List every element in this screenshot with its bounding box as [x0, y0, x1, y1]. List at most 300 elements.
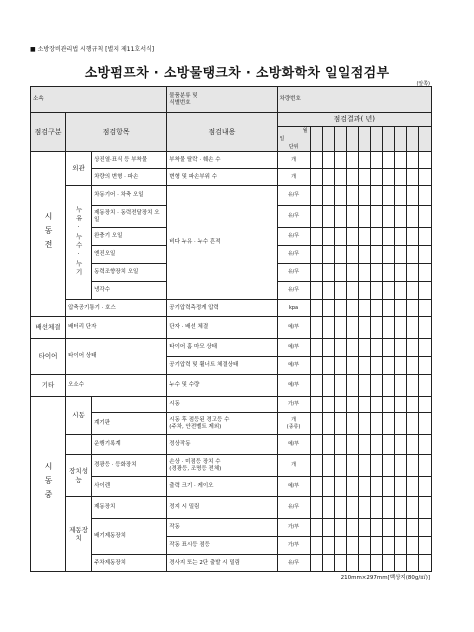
item-row-10: 배터리 단자 — [66, 317, 167, 339]
check-cell[interactable] — [346, 317, 358, 339]
check-cell[interactable] — [394, 339, 406, 357]
check-cell[interactable] — [334, 264, 346, 282]
check-cell[interactable] — [334, 206, 346, 228]
check-cell[interactable] — [394, 375, 406, 397]
check-cell[interactable] — [382, 519, 394, 537]
check-cell[interactable] — [322, 435, 334, 455]
check-cell[interactable] — [418, 300, 431, 317]
check-cell[interactable] — [346, 537, 358, 555]
check-cell[interactable] — [382, 186, 394, 206]
category-pre-start: 시동전 — [31, 152, 66, 317]
check-cell[interactable] — [406, 357, 418, 375]
category-post-start: 시동중 — [31, 397, 66, 572]
item-header: 점검항목 — [66, 113, 167, 152]
check-cell[interactable] — [406, 397, 418, 413]
check-cell[interactable] — [322, 206, 334, 228]
unit-row-9: kpa — [277, 300, 310, 317]
check-cell[interactable] — [394, 477, 406, 497]
content-row-19: 정지 시 밀림 — [167, 497, 277, 519]
unit-row-22: 유/무 — [277, 555, 310, 572]
item-row-13: 오소수 — [66, 375, 167, 397]
item-row-7: 동력조향장치 오일 — [92, 264, 167, 282]
unit-label: 단위 — [288, 144, 299, 150]
check-cell[interactable] — [310, 264, 322, 282]
content-row-15-line2: (주차, 안전벨트 제외) — [169, 423, 222, 430]
check-cell[interactable] — [322, 397, 334, 413]
subgroup-leak: 누유·누수·누기 — [66, 186, 92, 300]
check-cell[interactable] — [418, 397, 431, 413]
check-cell[interactable] — [346, 339, 358, 357]
paper-size-footer: 210mm×297mm[백상지(80g/㎡)] — [340, 575, 430, 581]
content-row-1: 부착물 탈락 · 훼손 수 — [167, 152, 277, 169]
check-cell[interactable] — [358, 519, 370, 537]
check-cell[interactable] — [346, 206, 358, 228]
check-cell[interactable] — [418, 455, 431, 477]
check-cell[interactable] — [322, 264, 334, 282]
check-cell[interactable] — [346, 477, 358, 497]
check-cell[interactable] — [358, 497, 370, 519]
check-cell[interactable] — [382, 413, 394, 435]
check-cell[interactable] — [334, 413, 346, 435]
item-row-15: 계기판 — [92, 413, 167, 435]
check-cell[interactable] — [394, 537, 406, 555]
check-cell[interactable] — [310, 497, 322, 519]
unit-row-18: 예/부 — [277, 477, 310, 497]
unit-row-8: 유/무 — [277, 282, 310, 300]
unit-row-14: 가/부 — [277, 397, 310, 413]
item-row-16: 운행기록계 — [92, 435, 167, 455]
check-cell[interactable] — [406, 206, 418, 228]
check-cell[interactable] — [418, 357, 431, 375]
check-cell[interactable] — [418, 537, 431, 555]
check-cell[interactable] — [322, 169, 334, 186]
check-cell[interactable] — [382, 264, 394, 282]
check-cell[interactable] — [334, 300, 346, 317]
check-cell[interactable] — [346, 300, 358, 317]
check-cell[interactable] — [310, 435, 322, 455]
check-cell[interactable] — [358, 282, 370, 300]
check-cell[interactable] — [382, 317, 394, 339]
check-cell[interactable] — [394, 413, 406, 435]
check-cell[interactable] — [358, 397, 370, 413]
check-cell[interactable] — [322, 339, 334, 357]
check-cell[interactable] — [334, 169, 346, 186]
content-row-13: 누수 및 수량 — [167, 375, 277, 397]
check-cell[interactable] — [382, 228, 394, 246]
check-cell[interactable] — [370, 455, 382, 477]
inspection-table — [30, 86, 432, 572]
check-cell[interactable] — [370, 397, 382, 413]
check-cell[interactable] — [394, 228, 406, 246]
check-cell[interactable] — [370, 413, 382, 435]
check-cell[interactable] — [394, 300, 406, 317]
check-cell[interactable] — [358, 264, 370, 282]
check-cell[interactable] — [346, 375, 358, 397]
subgroup-start: 시동 — [66, 397, 92, 435]
check-cell[interactable] — [358, 169, 370, 186]
check-cell[interactable] — [370, 300, 382, 317]
check-cell[interactable] — [346, 519, 358, 537]
content-row-22: 경사지 또는 2단 출발 시 밀림 — [167, 555, 277, 572]
check-cell[interactable] — [418, 519, 431, 537]
check-cell[interactable] — [406, 555, 418, 572]
check-cell[interactable] — [370, 169, 382, 186]
check-cell[interactable] — [406, 537, 418, 555]
check-cell[interactable] — [370, 339, 382, 357]
content-row-11: 타이어 홈 마모 상태 — [167, 339, 277, 357]
check-cell[interactable] — [370, 357, 382, 375]
check-cell[interactable] — [382, 246, 394, 264]
check-cell[interactable] — [334, 282, 346, 300]
content-row-14: 시동 — [167, 397, 277, 413]
check-cell[interactable] — [334, 455, 346, 477]
check-cell[interactable] — [334, 497, 346, 519]
check-cell[interactable] — [406, 282, 418, 300]
item-row-20: 배기제동장치 — [92, 519, 167, 555]
subgroup-device: 장치성능 — [66, 455, 92, 497]
item-row-8: 냉각수 — [92, 282, 167, 300]
check-cell[interactable] — [310, 339, 322, 357]
check-cell[interactable] — [382, 397, 394, 413]
check-cell[interactable] — [310, 413, 322, 435]
subgroup-brake: 제동장치 — [66, 497, 92, 572]
content-row-18: 출력 크기 · 케이오 — [167, 477, 277, 497]
check-cell[interactable] — [310, 300, 322, 317]
check-cell[interactable] — [418, 228, 431, 246]
item-row-9: 압축공기통기 · 호스 — [66, 300, 167, 317]
check-cell[interactable] — [334, 477, 346, 497]
check-cell[interactable] — [310, 317, 322, 339]
unit-row-2: 개 — [277, 169, 310, 186]
check-cell[interactable] — [310, 519, 322, 537]
check-cell[interactable] — [322, 413, 334, 435]
category-other: 기타 — [31, 375, 66, 397]
check-cell[interactable] — [358, 339, 370, 357]
check-cell[interactable] — [322, 375, 334, 397]
unit-row-7: 유/무 — [277, 264, 310, 282]
check-cell[interactable] — [370, 206, 382, 228]
content-row-15-line1: 시동 후 점등된 경고등 수 — [169, 416, 230, 423]
content-header: 점검내용 — [167, 113, 277, 152]
check-cell[interactable] — [406, 186, 418, 206]
check-cell[interactable] — [346, 555, 358, 572]
check-cell[interactable] — [334, 519, 346, 537]
check-cell[interactable] — [358, 317, 370, 339]
check-cell[interactable] — [370, 435, 382, 455]
check-cell[interactable] — [346, 413, 358, 435]
check-cell[interactable] — [418, 152, 431, 169]
check-cell[interactable] — [322, 300, 334, 317]
check-cell[interactable] — [382, 477, 394, 497]
check-cell[interactable] — [346, 228, 358, 246]
check-cell[interactable] — [418, 555, 431, 572]
check-cell[interactable] — [346, 455, 358, 477]
check-cell[interactable] — [382, 282, 394, 300]
item-row-1: 상진열·표식 등 부착물 — [92, 152, 167, 169]
check-cell[interactable] — [310, 537, 322, 555]
check-cell[interactable] — [334, 152, 346, 169]
check-cell[interactable] — [346, 497, 358, 519]
check-cell[interactable] — [418, 317, 431, 339]
check-cell[interactable] — [346, 169, 358, 186]
check-cell[interactable] — [370, 264, 382, 282]
check-cell[interactable] — [370, 152, 382, 169]
unit-row-5: 유/무 — [277, 228, 310, 246]
category-wiring: 배선체결 — [31, 317, 66, 339]
asset-id-label-line1: 물품분류 및 — [169, 92, 198, 99]
check-cell[interactable] — [310, 186, 322, 206]
check-cell[interactable] — [358, 300, 370, 317]
plate-number-label: 차량번호 — [277, 87, 432, 113]
check-cell[interactable] — [322, 186, 334, 206]
check-cell[interactable] — [358, 435, 370, 455]
check-cell[interactable] — [370, 282, 382, 300]
check-cell[interactable] — [370, 186, 382, 206]
check-cell[interactable] — [394, 497, 406, 519]
check-cell[interactable] — [418, 339, 431, 357]
check-cell[interactable] — [358, 186, 370, 206]
check-cell[interactable] — [418, 264, 431, 282]
check-cell[interactable] — [394, 455, 406, 477]
check-cell[interactable] — [310, 169, 322, 186]
check-cell[interactable] — [358, 537, 370, 555]
check-cell[interactable] — [406, 264, 418, 282]
check-cell[interactable] — [334, 537, 346, 555]
check-cell[interactable] — [322, 317, 334, 339]
check-cell[interactable] — [334, 375, 346, 397]
check-cell[interactable] — [406, 317, 418, 339]
check-cell[interactable] — [370, 375, 382, 397]
page-title: 소방펌프차 · 소방물탱크차 · 소방화학차 일일점검부 — [84, 66, 390, 81]
check-cell[interactable] — [334, 339, 346, 357]
unit-row-16: 예/부 — [277, 435, 310, 455]
check-cell[interactable] — [394, 186, 406, 206]
check-cell[interactable] — [358, 477, 370, 497]
check-cell[interactable] — [394, 435, 406, 455]
check-cell[interactable] — [334, 555, 346, 572]
check-cell[interactable] — [394, 317, 406, 339]
check-cell[interactable] — [334, 228, 346, 246]
unit-row-15-line2: (종류) — [286, 423, 301, 430]
check-cell[interactable] — [322, 246, 334, 264]
check-cell[interactable] — [394, 555, 406, 572]
category-tire: 타이어 — [31, 339, 66, 375]
check-cell[interactable] — [370, 477, 382, 497]
check-cell[interactable] — [382, 537, 394, 555]
check-cell[interactable] — [418, 435, 431, 455]
page-side-note: (앞쪽) — [416, 81, 430, 87]
check-cell[interactable] — [418, 477, 431, 497]
form-reference: ■ 소방장비관리법 시행규칙 [별지 제11호서식] — [30, 46, 155, 53]
check-cell[interactable] — [346, 357, 358, 375]
check-cell[interactable] — [322, 555, 334, 572]
item-row-17: 경광등 · 등화장치 — [92, 455, 167, 477]
check-cell[interactable] — [334, 186, 346, 206]
check-cell[interactable] — [358, 228, 370, 246]
item-row-18: 사이렌 — [92, 477, 167, 497]
check-cell[interactable] — [418, 282, 431, 300]
check-cell[interactable] — [346, 264, 358, 282]
content-row-17-line1: 손상 · 미점등 장치 수 — [169, 458, 221, 465]
check-cell[interactable] — [358, 246, 370, 264]
check-cell[interactable] — [346, 435, 358, 455]
check-cell[interactable] — [346, 282, 358, 300]
day-label: 일 — [279, 136, 285, 142]
check-cell[interactable] — [358, 357, 370, 375]
content-row-15 — [167, 413, 277, 435]
check-cell[interactable] — [418, 497, 431, 519]
check-cell[interactable] — [310, 555, 322, 572]
check-cell[interactable] — [358, 455, 370, 477]
check-cell[interactable] — [382, 169, 394, 186]
check-cell[interactable] — [358, 555, 370, 572]
check-cell[interactable] — [310, 397, 322, 413]
check-cell[interactable] — [406, 497, 418, 519]
check-cell[interactable] — [310, 282, 322, 300]
item-row-22: 주차제동장치 — [92, 555, 167, 572]
check-cell[interactable] — [382, 152, 394, 169]
check-cell[interactable] — [334, 435, 346, 455]
check-cell[interactable] — [358, 413, 370, 435]
unit-row-19: 유/무 — [277, 497, 310, 519]
check-cell[interactable] — [418, 186, 431, 206]
check-cell[interactable] — [370, 246, 382, 264]
check-cell[interactable] — [310, 455, 322, 477]
check-cell[interactable] — [394, 282, 406, 300]
check-cell[interactable] — [406, 300, 418, 317]
check-cell[interactable] — [382, 555, 394, 572]
content-row-17 — [167, 455, 277, 477]
check-cell[interactable] — [322, 152, 334, 169]
unit-row-4: 유/무 — [277, 206, 310, 228]
check-cell[interactable] — [382, 435, 394, 455]
check-cell[interactable] — [418, 206, 431, 228]
check-cell[interactable] — [310, 477, 322, 497]
check-cell[interactable] — [346, 246, 358, 264]
check-cell[interactable] — [406, 455, 418, 477]
check-cell[interactable] — [406, 228, 418, 246]
check-cell[interactable] — [346, 186, 358, 206]
check-cell[interactable] — [382, 300, 394, 317]
content-row-16: 정상작동 — [167, 435, 277, 455]
check-cell[interactable] — [406, 519, 418, 537]
content-row-17-line2: (경광등, 조명등 전체) — [169, 465, 222, 472]
check-cell[interactable] — [322, 519, 334, 537]
check-cell[interactable] — [334, 357, 346, 375]
check-cell[interactable] — [370, 317, 382, 339]
check-cell[interactable] — [406, 152, 418, 169]
check-cell[interactable] — [394, 264, 406, 282]
check-cell[interactable] — [322, 537, 334, 555]
check-cell[interactable] — [394, 169, 406, 186]
item-row-19: 제동장치 — [92, 497, 167, 519]
check-cell[interactable] — [310, 206, 322, 228]
check-cell[interactable] — [346, 152, 358, 169]
check-cell[interactable] — [406, 246, 418, 264]
check-cell[interactable] — [394, 397, 406, 413]
check-cell[interactable] — [394, 152, 406, 169]
item-row-3: 차동기어 · 차축 오일 — [92, 186, 167, 206]
check-cell[interactable] — [394, 246, 406, 264]
check-cell[interactable] — [382, 357, 394, 375]
check-cell[interactable] — [382, 497, 394, 519]
unit-row-17: 개 — [277, 455, 310, 477]
check-cell[interactable] — [370, 497, 382, 519]
check-cell[interactable] — [418, 169, 431, 186]
check-cell[interactable] — [382, 339, 394, 357]
check-cell[interactable] — [358, 206, 370, 228]
item-row-5: 완충기 오일 — [92, 228, 167, 246]
check-cell[interactable] — [406, 169, 418, 186]
check-cell[interactable] — [310, 228, 322, 246]
check-cell[interactable] — [322, 455, 334, 477]
check-cell[interactable] — [346, 397, 358, 413]
check-cell[interactable] — [334, 397, 346, 413]
check-cell[interactable] — [394, 357, 406, 375]
check-cell[interactable] — [370, 537, 382, 555]
unit-row-1: 개 — [277, 152, 310, 169]
check-cell[interactable] — [418, 375, 431, 397]
content-row-12: 공기압력 및 휠너트 체결상태 — [167, 357, 277, 375]
check-cell[interactable] — [418, 246, 431, 264]
check-cell[interactable] — [334, 246, 346, 264]
item-row-11: 타이어 상태 — [66, 339, 167, 375]
check-cell[interactable] — [310, 375, 322, 397]
check-cell[interactable] — [406, 435, 418, 455]
check-cell[interactable] — [358, 375, 370, 397]
check-cell[interactable] — [322, 228, 334, 246]
asset-id-label-line2: 식별번호 — [169, 99, 191, 106]
category-header: 점검구분 — [31, 113, 66, 152]
unit-row-12: 예/부 — [277, 357, 310, 375]
date-unit-header — [277, 127, 310, 152]
check-cell[interactable] — [406, 477, 418, 497]
check-cell[interactable] — [418, 413, 431, 435]
item-row-6: 엔진오일 — [92, 246, 167, 264]
check-cell[interactable] — [322, 497, 334, 519]
check-cell[interactable] — [370, 555, 382, 572]
content-row-10: 단자 · 배선 체결 — [167, 317, 277, 339]
check-cell[interactable] — [310, 152, 322, 169]
leak-content: 비다 누유 · 누수 흔적 — [167, 186, 277, 300]
affiliation-label: 소속 — [31, 87, 167, 113]
check-cell[interactable] — [310, 246, 322, 264]
check-cell[interactable] — [370, 228, 382, 246]
check-cell[interactable] — [406, 339, 418, 357]
check-cell[interactable] — [406, 375, 418, 397]
check-cell[interactable] — [322, 282, 334, 300]
check-cell[interactable] — [334, 317, 346, 339]
item-row-4: 제동장치 · 동력전달장치 오일 — [92, 206, 167, 228]
asset-id-label — [167, 87, 277, 113]
check-cell[interactable] — [370, 519, 382, 537]
check-cell[interactable] — [394, 519, 406, 537]
subgroup-exterior: 외관 — [66, 152, 92, 186]
check-cell[interactable] — [394, 206, 406, 228]
check-cell[interactable] — [382, 375, 394, 397]
check-cell[interactable] — [382, 206, 394, 228]
item-row-2: 차량의 변형 · 파손 — [92, 169, 167, 186]
check-cell[interactable] — [382, 455, 394, 477]
check-cell[interactable] — [310, 357, 322, 375]
unit-row-3: 유/무 — [277, 186, 310, 206]
content-row-21: 작동 표시등 점등 — [167, 537, 277, 555]
check-cell[interactable] — [406, 413, 418, 435]
check-cell[interactable] — [322, 477, 334, 497]
unit-row-10: 예/부 — [277, 317, 310, 339]
check-cell[interactable] — [358, 152, 370, 169]
check-cell[interactable] — [322, 357, 334, 375]
